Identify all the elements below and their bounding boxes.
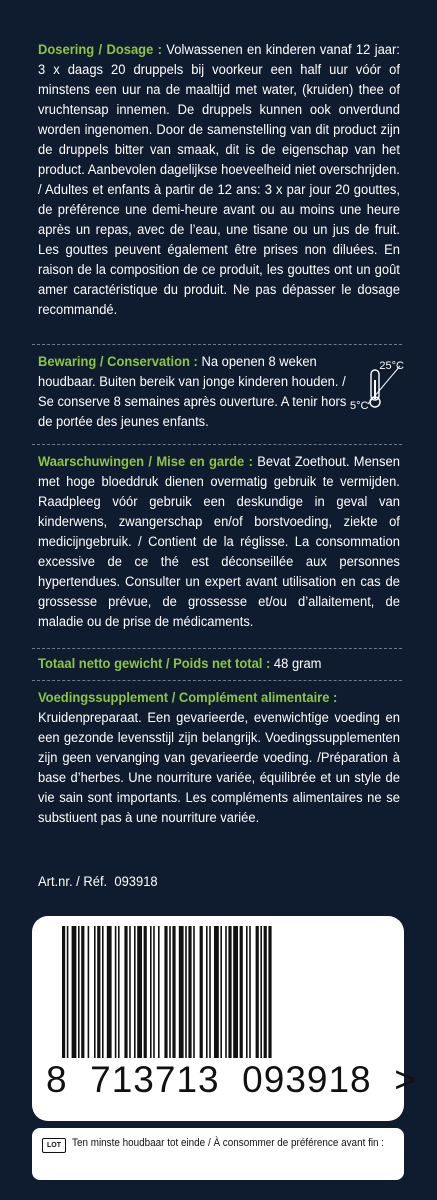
barcode-bar (188, 926, 191, 1058)
barcode-bar (246, 926, 248, 1058)
article-number (38, 872, 400, 892)
dosage-heading: Dosering / Dosage : (38, 42, 162, 57)
supplement-heading: Voedingssupplement / Complément alimentaire : (38, 690, 338, 705)
best-before-text: Ten minste houdbaar tot einde / À consommer de préférence avant fin : (72, 1137, 385, 1149)
barcode-bar (185, 926, 187, 1058)
article-label: Art.nr. / Réf. (38, 874, 108, 889)
barcode-bar (225, 926, 227, 1058)
barcode (58, 926, 378, 1061)
weight-heading: Totaal netto gewicht / Poids net total : (38, 656, 271, 671)
barcode-bar (107, 926, 112, 1058)
barcode-bar (67, 926, 69, 1058)
barcode-bar (264, 926, 267, 1058)
barcode-panel (32, 916, 417, 1121)
storage-heading: Bewaring / Conservation : (38, 354, 198, 369)
barcode-digits: 8 713713 093918 > (46, 1059, 417, 1100)
barcode-bar (150, 926, 152, 1058)
divider (32, 444, 402, 445)
barcode-bar (137, 926, 142, 1058)
weight-value: 48 gram (270, 656, 322, 671)
dosage-section (38, 40, 400, 320)
barcode-bar (144, 926, 147, 1058)
barcode-bar (129, 926, 131, 1058)
temp-low-label: 5°C (350, 400, 369, 412)
barcode-bar (164, 926, 167, 1058)
barcode-bar (81, 926, 84, 1058)
barcode-bar (172, 926, 175, 1058)
barcode-bar (62, 926, 65, 1058)
barcode-bar (97, 926, 100, 1058)
warnings-heading: Waarschuwingen / Mise en garde : (38, 454, 253, 469)
barcode-bar (249, 926, 251, 1058)
barcode-bar (228, 926, 231, 1058)
barcode-bar (240, 926, 243, 1058)
barcode-bar (158, 926, 160, 1058)
storage-text: Na openen 8 weken houdbaar. Buiten bereik van jonge kinderen houden. / Se conserve 8 semaines après ouverture. A tenir hors de portée des jeunes enfants. (38, 354, 347, 429)
barcode-bar (169, 926, 171, 1058)
lot-badge: LOT (42, 1138, 66, 1153)
divider (32, 680, 402, 681)
barcode-bar (256, 926, 259, 1058)
barcode-bar (134, 926, 136, 1058)
barcode-bar (72, 926, 77, 1058)
supplement-section (38, 688, 400, 828)
temp-high-label: 25°C (379, 360, 404, 372)
barcode-bar (78, 926, 80, 1058)
weight-section (38, 654, 400, 674)
article-value: 093918 (114, 874, 158, 889)
dosage-text: Volwassenen en kinderen vanaf 12 jaar: 3 x daags 20 druppels bij voorkeur een half uur vóór of minstens een uur na de maaltijd met water, (kruiden) thee of vruchtensap innemen. De druppels kunnen ook onverdund worden ingenomen. Door de samenstelling van dit product zijn de druppels bitter van smaak, dit is de eigenschap van het product. Aanbevolen dagelijkse hoeveelheid niet overschrijden. / Adultes et enfants à partir de 12 ans: 3 x par jour 20 gouttes, de préférence une demi-heure avant ou au moins une heure après un repas, avec de l’eau, une tisane ou un jus de fruit. Les gouttes peuvent également être prises non diluées. En raison de la composition de ce produit, les gouttes ont un goût amer caractéristique du produit. Ne pas dépasser le dosage recommandé. (38, 42, 400, 317)
divider (32, 344, 402, 345)
barcode-bar (233, 926, 238, 1058)
barcode-bar (153, 926, 155, 1058)
supplement-text: Kruidenpreparaat. Een gevarieerde, evenwichtige voeding en een gezonde levensstijl zijn belangrijk. Voedingssupplementen zijn geen vervanging van gevarieerde voeding. /Préparation à base d’herbes. Une nourriture variée, équilibrée et un style de vie sain sont importants. Les compléments alimentaires ne se substiuent pas à une nourriture variée. (38, 710, 400, 825)
divider (32, 648, 402, 649)
storage-section (38, 352, 347, 432)
barcode-bar (268, 926, 271, 1058)
warnings-text: Bevat Zoethout. Mensen met hoge bloeddruk dienen overmatig gebruik te vermijden. Raadpleeg vóór gebruik een deskundige in geval van kinderwens, zwangerschap en/of borstvoeding, ziekte of medicijngebruik. / Contient de la réglisse. La consommation excessive de ce thé est déconseillée aux personnes hypertendues. Consulter un expert avant utilisation en cas de grossesse prévue, de grossesse et/ou d’allaitement, de maladie ou de prise de médicaments. (38, 454, 400, 629)
barcode-bar (209, 926, 211, 1058)
barcode-bar (200, 926, 203, 1058)
barcode-bar (94, 926, 96, 1058)
warnings-section (38, 452, 400, 632)
barcode-bar (193, 926, 195, 1058)
barcode-bar (179, 926, 184, 1058)
barcode-bar (206, 926, 208, 1058)
barcode-bar (88, 926, 90, 1058)
barcode-bar (260, 926, 262, 1058)
barcode-bar (102, 926, 104, 1058)
barcode-bar (124, 926, 127, 1058)
barcode-bar (214, 926, 219, 1058)
temperature-range (350, 356, 420, 414)
barcode-bar (118, 926, 120, 1058)
lot-panel (32, 1128, 404, 1180)
barcode-bar (220, 926, 222, 1058)
barcode-bar (115, 926, 117, 1058)
